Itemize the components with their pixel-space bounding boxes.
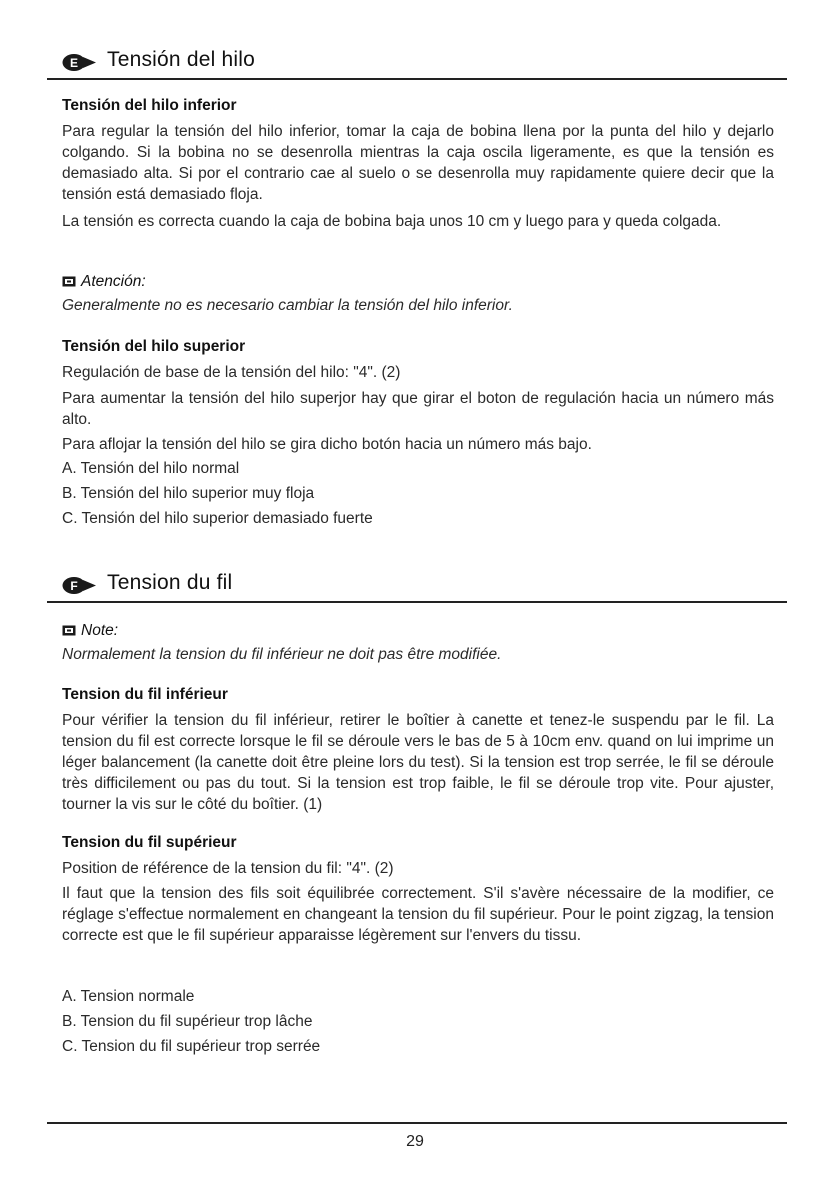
list-item-b-fr: B. Tension du fil supérieur trop lâche (62, 1013, 313, 1030)
list-item-a-es: A. Tensión del hilo normal (62, 460, 240, 477)
note-text-es: Generalmente no es necesario cambiar la tensión del hilo inferior. (62, 297, 513, 314)
note-label-fr: Note: (81, 622, 119, 639)
heading-lower-thread-tension-fr: Tension du fil inférieur (62, 686, 228, 703)
section-header-fr (47, 569, 787, 603)
paragraph-upper-tension-es-2: Para aumentar la tensión del hilo superjor hay que girar el boton de regulación hacia un número más alto. (62, 390, 774, 428)
note-header-es (62, 273, 146, 291)
language-badge-letter: E (69, 56, 79, 70)
page-number: 29 (406, 1133, 424, 1150)
paragraph-lower-tension-es-1: Para regular la tensión del hilo inferior, tomar la caja de bobina llena por la punta del hilo y dejarlo colgando. Si la bobina no se desenrolla mientras la caja oscila ligeramente, es que la tensión es demasiado alta. Si por el contrario cae al suelo o se desenrolla muy rapidamente quiere decir que la tensión está demasiado floja. (62, 123, 774, 203)
language-badge-letter: F (70, 579, 78, 593)
note-icon (62, 274, 76, 285)
section-title-fr: Tension du fil (107, 571, 233, 594)
language-badge-fr-icon (61, 576, 97, 595)
note-label-es: Atención: (81, 273, 146, 290)
section-header-es (47, 46, 787, 80)
heading-lower-thread-tension-es: Tensión del hilo inferior (62, 97, 237, 114)
section-title-es: Tensión del hilo (107, 48, 255, 71)
heading-upper-thread-tension-es: Tensión del hilo superior (62, 338, 246, 355)
note-icon (62, 623, 76, 634)
heading-upper-thread-tension-fr: Tension du fil supérieur (62, 834, 237, 851)
language-badge-es-icon (61, 53, 97, 72)
list-item-a-fr: A. Tension normale (62, 988, 195, 1005)
paragraph-lower-tension-fr-1: Pour vérifier la tension du fil inférieur, retirer le boîtier à canette et tenez-le suspendu par le fil. La tension du fil est correcte lorsque le fil se déroule vers le bas de 5 à 10cm env. quand on lui imprime un léger balancement (la canette doit être pleine lors du test). Si la tension est trop serrée, le fil se déroule très difficilement ou pas du tout. Si la tension est trop faible, le fil se déroule trop vite. Pour ajuster, tourner la vis sur le côté du boîtier. (1) (62, 712, 774, 813)
footer-divider (47, 1122, 787, 1124)
paragraph-upper-tension-es-1: Regulación de base de la tensión del hilo: "4". (2) (62, 364, 401, 381)
paragraph-upper-tension-fr-1: Position de référence de la tension du fil: "4". (2) (62, 860, 394, 877)
list-item-b-es: B. Tensión del hilo superior muy floja (62, 485, 315, 502)
note-text-fr: Normalement la tension du fil inférieur ne doit pas être modifiée. (62, 646, 502, 663)
list-item-c-es: C. Tensión del hilo superior demasiado fuerte (62, 510, 373, 527)
paragraph-upper-tension-es-3: Para aflojar la tensión del hilo se gira dicho botón hacia un número más bajo. (62, 436, 592, 453)
note-header-fr (62, 622, 118, 640)
paragraph-upper-tension-fr-2: Il faut que la tension des fils soit équilibrée correctement. S'il s'avère nécessaire de la modifier, ce réglage s'effectue normalement en changeant la tension du fil supérieur. Pour le point zigzag, la tension correcte est que le fil supérieur apparaisse légèrement sur l'envers du tissu. (62, 885, 774, 944)
paragraph-lower-tension-es-2: La tensión es correcta cuando la caja de bobina baja unos 10 cm y luego para y queda colgada. (62, 213, 722, 230)
list-item-c-fr: C. Tension du fil supérieur trop serrée (62, 1038, 321, 1055)
